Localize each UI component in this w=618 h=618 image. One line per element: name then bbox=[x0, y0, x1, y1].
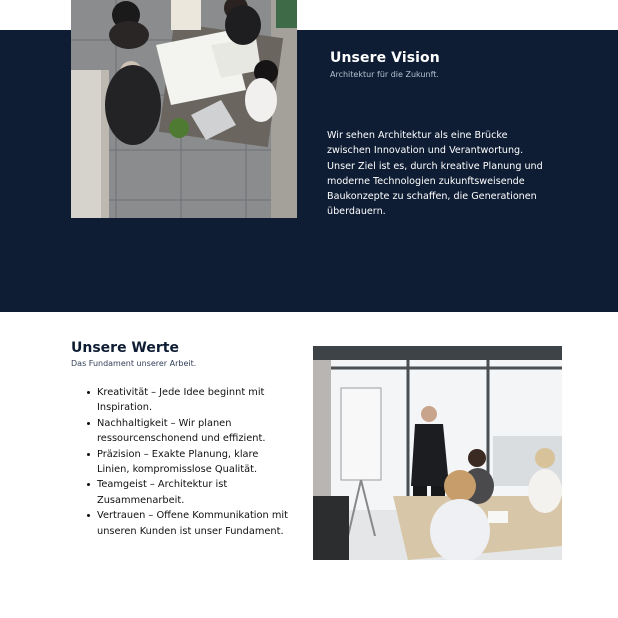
values-subheading: Das Fundament unserer Arbeit. bbox=[71, 359, 197, 368]
values-list bbox=[87, 385, 292, 539]
list-item: Präzision – Exakte Planung, klare Linien, kompromisslose Qualität. bbox=[87, 447, 292, 478]
presentation-photo bbox=[313, 346, 562, 560]
vision-subheading: Architektur für die Zukunft. bbox=[330, 70, 439, 79]
list-item: Nachhaltigkeit – Wir planen ressourcenschonend und effizient. bbox=[87, 416, 292, 447]
list-item: Vertrauen – Offene Kommunikation mit unseren Kunden ist unser Fundament. bbox=[87, 508, 292, 539]
vision-paragraph: Wir sehen Architektur als eine Brücke zwischen Innovation und Verantwortung. Unser Ziel ist es, durch kreative Planung und moderne Technologien zukunftsweisende Baukonzepte zu schaffen, die Generationen überdauern. bbox=[327, 130, 543, 218]
vision-heading: Unsere Vision bbox=[330, 50, 440, 66]
team-meeting-photo bbox=[71, 0, 297, 218]
values-heading: Unsere Werte bbox=[71, 340, 179, 356]
list-item: Kreativität – Jede Idee beginnt mit Inspiration. bbox=[87, 385, 292, 416]
list-item: Teamgeist – Architektur ist Zusammenarbeit. bbox=[87, 477, 292, 508]
